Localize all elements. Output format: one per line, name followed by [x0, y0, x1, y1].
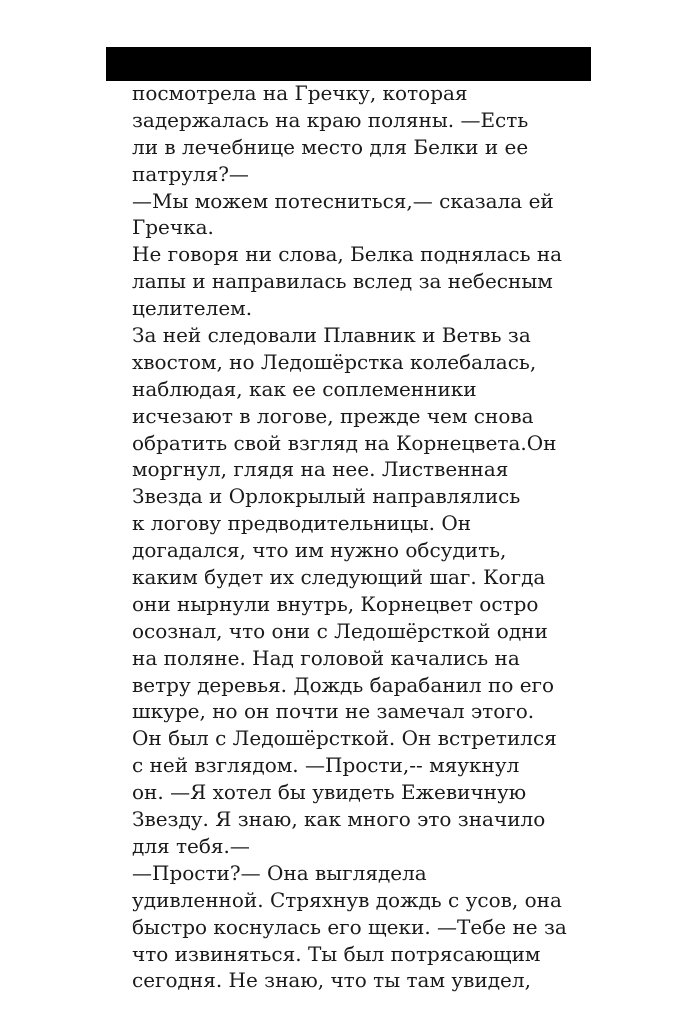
text-line: обратить свой взгляд на Корнецвета.Он — [132, 430, 557, 455]
text-line: исчезают в логове, прежде чем снова — [132, 403, 534, 428]
text-line: хвостом, но Ледошёрстка колебалась, — [132, 349, 537, 374]
text-line: что извиняться. Ты был потрясающим — [132, 941, 541, 966]
text-line: целителем. — [132, 296, 253, 321]
text-line: Он был с Ледошёрсткой. Он встретился — [132, 726, 557, 751]
text-line: Звезда и Орлокрылый направлялись — [132, 484, 521, 509]
text-line: на поляне. Над головой качались на — [132, 645, 520, 670]
text-line: с ней взглядом. —Прости,-- мяукнул — [132, 753, 520, 778]
text-line: к логову предводительницы. Он — [132, 511, 472, 536]
text-line: быстро коснулась его щеки. —Тебе не за — [132, 914, 567, 939]
text-line: догадался, что им нужно обсудить, — [132, 538, 507, 563]
text-line: моргнул, глядя на нее. Лиственная — [132, 457, 509, 482]
text-line: он. —Я хотел бы увидеть Ежевичную — [132, 780, 527, 805]
text-line: наблюдая, как ее соплеменники — [132, 376, 477, 401]
text-line: они нырнули внутрь, Корнецвет остро — [132, 591, 539, 616]
redaction-bar — [106, 47, 591, 81]
text-line: Гречка. — [132, 215, 214, 240]
text-line: для тебя.— — [132, 833, 250, 858]
text-line: ли в лечебнице место для Белки и ее — [132, 134, 529, 159]
text-line: —Мы можем потесниться,— сказала ей — [132, 188, 554, 213]
text-line: —Прости?— Она выглядела — [132, 860, 427, 885]
text-line: лапы и направилась вслед за небесным — [132, 269, 553, 294]
text-line: удивленной. Стряхнув дождь с усов, она — [132, 887, 562, 912]
text-line: посмотрела на Гречку, которая — [132, 81, 468, 105]
text-line: осознал, что они с Ледошёрсткой одни — [132, 618, 548, 643]
text-line: Звезду. Я знаю, как много это значило — [132, 807, 546, 832]
text-line: сегодня. Не знаю, что ты там увидел, — [132, 968, 531, 993]
text-line: шкуре, но он почти не замечал этого. — [132, 699, 535, 724]
page-text — [132, 80, 572, 994]
text-line: ветру деревья. Дождь барабанил по его — [132, 672, 555, 697]
text-line: каким будет их следующий шаг. Когда — [132, 565, 546, 590]
text-line: За ней следовали Плавник и Ветвь за — [132, 323, 531, 348]
text-line: задержалась на краю поляны. —Есть — [132, 107, 529, 132]
text-line: патруля?— — [132, 161, 249, 186]
text-line: Не говоря ни слова, Белка поднялась на — [132, 242, 563, 267]
